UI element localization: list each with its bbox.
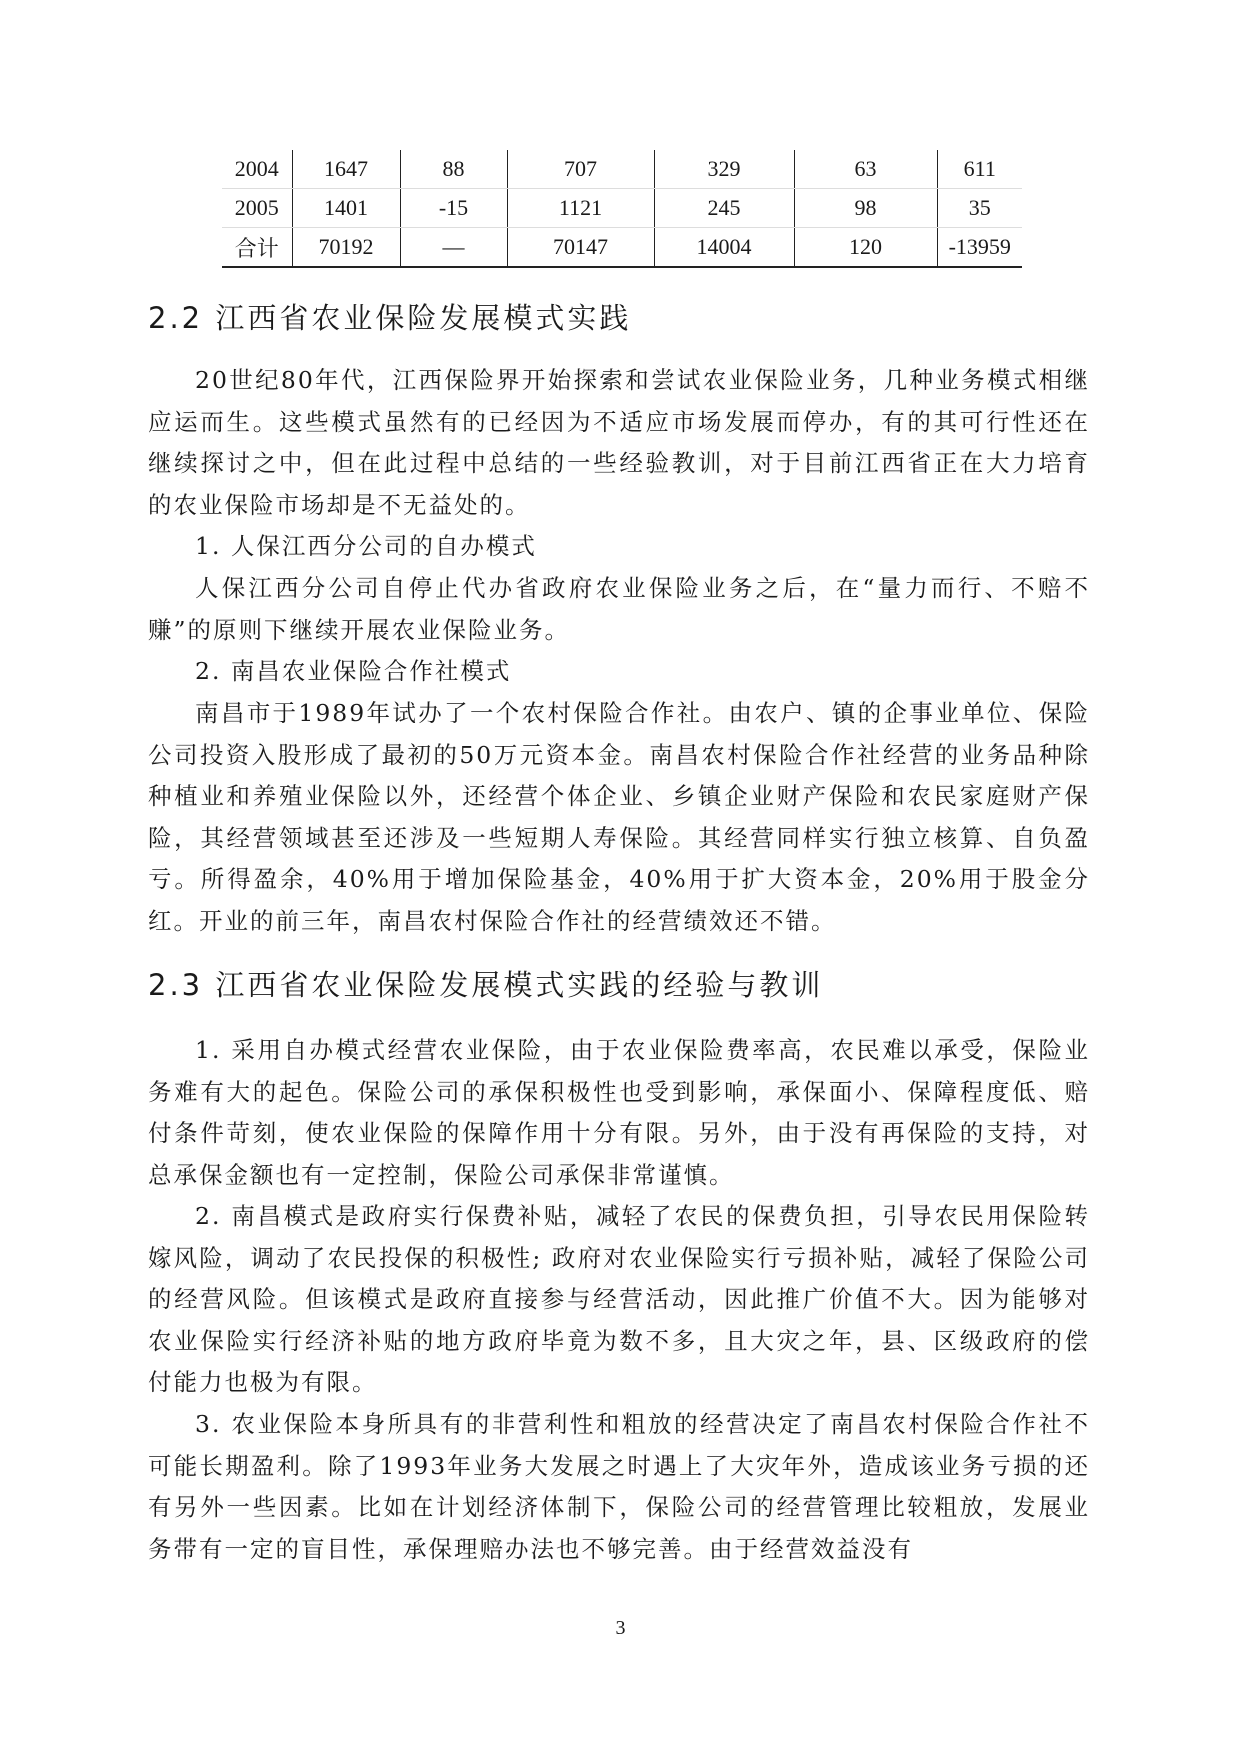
table-cell: 611 (937, 150, 1022, 189)
list-heading: 1. 人保江西分公司的自办模式 (195, 532, 537, 560)
table-cell: -15 (400, 189, 507, 228)
table-cell: 329 (654, 150, 794, 189)
page-number: 3 (615, 1617, 626, 1639)
table-cell: 合计 (222, 228, 292, 268)
table-cell: 2004 (222, 150, 292, 189)
table-cell: 120 (794, 228, 937, 268)
table-row (222, 189, 1022, 228)
table-cell: — (400, 228, 507, 268)
table-cell: 98 (794, 189, 937, 228)
paragraph: 1. 采用自办模式经营农业保险，由于农业保险费率高，农民难以承受，保险业务难有大的起色。保险公司的承保积极性也受到影响，承保面小、保障程度低、赔付条件苛刻，使农业保险的保障作用十分有限。另外，由于没有再保险的支持，对总承保金额也有一定控制，保险公司承保非常谨慎。 (148, 1036, 1090, 1189)
table-cell: 245 (654, 189, 794, 228)
table-cell: 14004 (654, 228, 794, 268)
table-cell: 707 (507, 150, 654, 189)
paragraph: 3. 农业保险本身所具有的非营利性和粗放的经营决定了南昌农村保险合作社不可能长期盈利。除了1993年业务大发展之时遇上了大灾年外，造成该业务亏损的还有另外一些因素。比如在计划经济体制下，保险公司的经营管理比较粗放，发展业务带有一定的盲目性，承保理赔办法也不够完善。由于经营效益没有 (148, 1410, 1090, 1563)
table-cell: 2005 (222, 189, 292, 228)
table-cell: 88 (400, 150, 507, 189)
table-cell: 1121 (507, 189, 654, 228)
table-cell: 63 (794, 150, 937, 189)
paragraph: 20世纪80年代，江西保险界开始探索和尝试农业保险业务，几种业务模式相继应运而生。这些模式虽然有的已经因为不适应市场发展而停办，有的其可行性还在继续探讨之中，但在此过程中总结的一些经验教训，对于目前江西省正在大力培育的农业保险市场却是不无益处的。 (148, 366, 1090, 519)
section-heading-2-3: 2.3 江西省农业保险发展模式实践的经验与教训 (148, 968, 824, 1002)
paragraph: 人保江西分公司自停止代办省政府农业保险业务之后，在“量力而行、不赔不赚”的原则下继续开展农业保险业务。 (148, 574, 1090, 644)
table-cell: 1401 (292, 189, 400, 228)
table-cell: 35 (937, 189, 1022, 228)
table-cell: -13959 (937, 228, 1022, 268)
data-table (222, 150, 1022, 268)
section-heading-2-2: 2.2 江西省农业保险发展模式实践 (148, 301, 632, 335)
paragraph: 2. 南昌模式是政府实行保费补贴，减轻了农民的保费负担，引导农民用保险转嫁风险，调动了农民投保的积极性; 政府对农业保险实行亏损补贴，减轻了保险公司的经营风险。但该模式是政府直接参与经营活动，因此推广价值不大。因为能够对农业保险实行经济补贴的地方政府毕竟为数不多，且大灾之年，县、区级政府的偿付能力也极为有限。 (148, 1202, 1090, 1396)
table-row (222, 150, 1022, 189)
list-heading: 2. 南昌农业保险合作社模式 (195, 657, 512, 685)
table-cell: 70192 (292, 228, 400, 268)
table-cell: 70147 (507, 228, 654, 268)
paragraph: 南昌市于1989年试办了一个农村保险合作社。由农户、镇的企事业单位、保险公司投资入股形成了最初的50万元资本金。南昌农村保险合作社经营的业务品种除种植业和养殖业保险以外，还经营个体企业、乡镇企业财产保险和农民家庭财产保险，其经营领域甚至还涉及一些短期人寿保险。其经营同样实行独立核算、自负盈亏。所得盈余，40%用于增加保险基金，40%用于扩大资本金，20%用于股金分红。开业的前三年，南昌农村保险合作社的经营绩效还不错。 (148, 699, 1090, 935)
table-row-total (222, 228, 1022, 268)
table-cell: 1647 (292, 150, 400, 189)
